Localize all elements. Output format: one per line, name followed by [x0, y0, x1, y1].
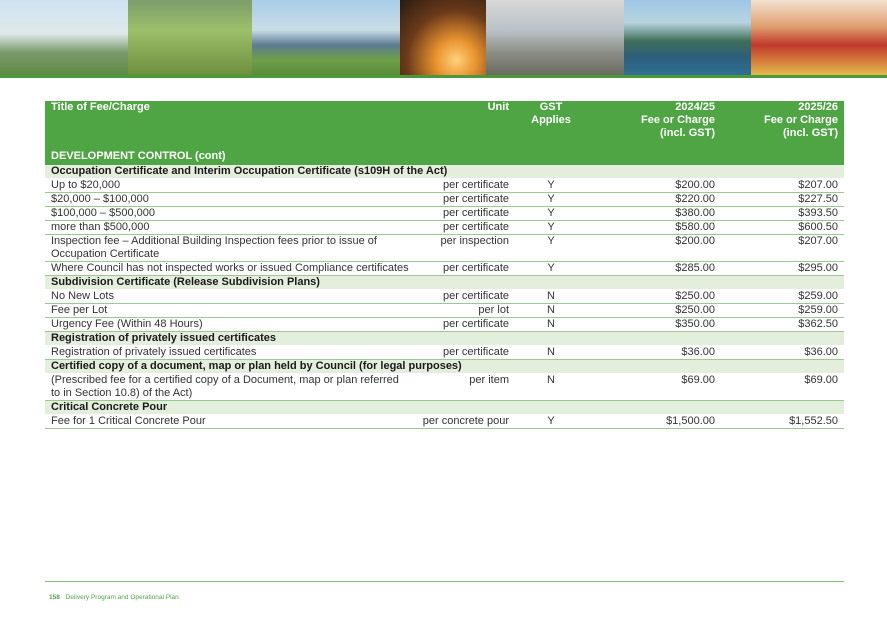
group-header-filler — [515, 401, 844, 415]
fee-2025-26-cell: $393.50 — [721, 207, 844, 221]
fee-2025-26-cell: $207.00 — [721, 179, 844, 193]
table-header-row — [45, 101, 844, 148]
fee-name-cell: Registration of privately issued certificates — [45, 346, 415, 360]
unit-cell: per certificate — [415, 346, 515, 360]
table-row — [45, 193, 844, 207]
fee-2024-25-cell: $69.00 — [587, 374, 721, 401]
fee-name-cell: $100,000 – $500,000 — [45, 207, 415, 221]
document-title: Delivery Program and Operational Plan — [65, 594, 179, 601]
fee-2025-26-cell: $600.50 — [721, 221, 844, 235]
header-fee-2025-26: 2025/26 Fee or Charge (incl. GST) — [721, 101, 844, 148]
header-title: Title of Fee/Charge — [45, 101, 415, 148]
table-row — [45, 304, 844, 318]
fee-2025-26-cell: $259.00 — [721, 290, 844, 304]
header-gst: GST Applies — [515, 101, 587, 148]
group-header-filler — [515, 332, 844, 346]
fee-name-cell: Where Council has not inspected works or issued Compliance certificates — [45, 262, 415, 276]
fee-name-cell: Urgency Fee (Within 48 Hours) — [45, 318, 415, 332]
fee-2024-25-cell: $250.00 — [587, 290, 721, 304]
fee-2024-25-cell: $200.00 — [587, 235, 721, 262]
gst-cell: N — [515, 374, 587, 401]
group-title: Registration of privately issued certificates — [45, 332, 515, 346]
fee-name-cell: Fee for 1 Critical Concrete Pour — [45, 415, 415, 429]
gst-cell: Y — [515, 415, 587, 429]
gst-cell: N — [515, 346, 587, 360]
group-header-filler — [515, 276, 844, 290]
unit-cell: per certificate — [415, 193, 515, 207]
fee-name-cell: more than $500,000 — [45, 221, 415, 235]
unit-cell: per certificate — [415, 207, 515, 221]
section-title: DEVELOPMENT CONTROL (cont) — [45, 148, 844, 165]
group-header — [45, 276, 844, 290]
group-header — [45, 360, 844, 374]
table-row — [45, 415, 844, 429]
group-header — [45, 165, 844, 179]
fee-2025-26-cell: $259.00 — [721, 304, 844, 318]
table-row — [45, 221, 844, 235]
fee-2025-26-cell: $362.50 — [721, 318, 844, 332]
table-row — [45, 290, 844, 304]
fee-2024-25-cell: $200.00 — [587, 179, 721, 193]
section-header — [45, 148, 844, 165]
group-title: Occupation Certificate and Interim Occupation Certificate (s109H of the Act) — [45, 165, 515, 179]
group-header-filler — [515, 360, 844, 374]
unit-cell: per certificate — [415, 290, 515, 304]
gst-cell: Y — [515, 193, 587, 207]
fee-name-cell: $20,000 – $100,000 — [45, 193, 415, 207]
outdoor-event-photo — [252, 0, 400, 75]
fees-table — [45, 101, 844, 429]
dog-agility-photo — [128, 0, 252, 75]
unit-cell: per inspection — [415, 235, 515, 262]
unit-cell: per certificate — [415, 318, 515, 332]
fee-name-cell: No New Lots — [45, 290, 415, 304]
unit-cell: per certificate — [415, 262, 515, 276]
unit-cell: per concrete pour — [415, 415, 515, 429]
fee-2025-26-cell: $227.50 — [721, 193, 844, 207]
fee-2025-26-cell: $1,552.50 — [721, 415, 844, 429]
fee-2025-26-cell: $295.00 — [721, 262, 844, 276]
gst-cell: N — [515, 318, 587, 332]
group-header — [45, 332, 844, 346]
group-title: Certified copy of a document, map or plan held by Council (for legal purposes) — [45, 360, 515, 374]
gst-cell: Y — [515, 207, 587, 221]
unit-cell: per lot — [415, 304, 515, 318]
unit-cell: per certificate — [415, 179, 515, 193]
header-fee-2024-25: 2024/25 Fee or Charge (incl. GST) — [587, 101, 721, 148]
table-row — [45, 346, 844, 360]
fee-name-cell: Up to $20,000 — [45, 179, 415, 193]
fee-2024-25-cell: $220.00 — [587, 193, 721, 207]
table-row — [45, 262, 844, 276]
table-row — [45, 318, 844, 332]
kookaburra-photo — [400, 0, 486, 75]
community-building-photo — [0, 0, 128, 75]
banner-divider — [0, 75, 887, 78]
group-title: Subdivision Certificate (Release Subdivision Plans) — [45, 276, 515, 290]
fee-name-cell: Fee per Lot — [45, 304, 415, 318]
group-title: Critical Concrete Pour — [45, 401, 515, 415]
page-footer — [49, 594, 179, 601]
gst-cell: N — [515, 290, 587, 304]
fee-name-cell: Inspection fee – Additional Building Inspection fees prior to issue of Occupation Certificate — [45, 235, 415, 262]
fee-2024-25-cell: $380.00 — [587, 207, 721, 221]
unit-cell: per certificate — [415, 221, 515, 235]
table-row — [45, 374, 844, 401]
group-header — [45, 401, 844, 415]
gst-cell: N — [515, 304, 587, 318]
unit-cell: per item — [415, 374, 515, 401]
fee-2025-26-cell: $69.00 — [721, 374, 844, 401]
fee-name-cell: (Prescribed fee for a certified copy of a Document, map or plan referred to in Section 10.8) of the Act) — [45, 374, 415, 401]
gst-cell: Y — [515, 221, 587, 235]
gst-cell: Y — [515, 262, 587, 276]
fee-2025-26-cell: $36.00 — [721, 346, 844, 360]
table-row — [45, 207, 844, 221]
page-number: 158 — [49, 594, 60, 601]
group-header-filler — [515, 165, 844, 179]
photo-banner — [0, 0, 887, 75]
fee-2024-25-cell: $250.00 — [587, 304, 721, 318]
gst-cell: Y — [515, 235, 587, 262]
table-row — [45, 235, 844, 262]
fee-2024-25-cell: $285.00 — [587, 262, 721, 276]
fee-2024-25-cell: $580.00 — [587, 221, 721, 235]
fee-2024-25-cell: $36.00 — [587, 346, 721, 360]
lion-dance-photo — [751, 0, 887, 75]
table-row — [45, 179, 844, 193]
kayak-river-photo — [624, 0, 751, 75]
footer-divider — [45, 581, 844, 582]
fee-2024-25-cell: $350.00 — [587, 318, 721, 332]
gst-cell: Y — [515, 179, 587, 193]
fee-2024-25-cell: $1,500.00 — [587, 415, 721, 429]
header-unit: Unit — [415, 101, 515, 148]
street-scene-photo — [486, 0, 624, 75]
fee-2025-26-cell: $207.00 — [721, 235, 844, 262]
